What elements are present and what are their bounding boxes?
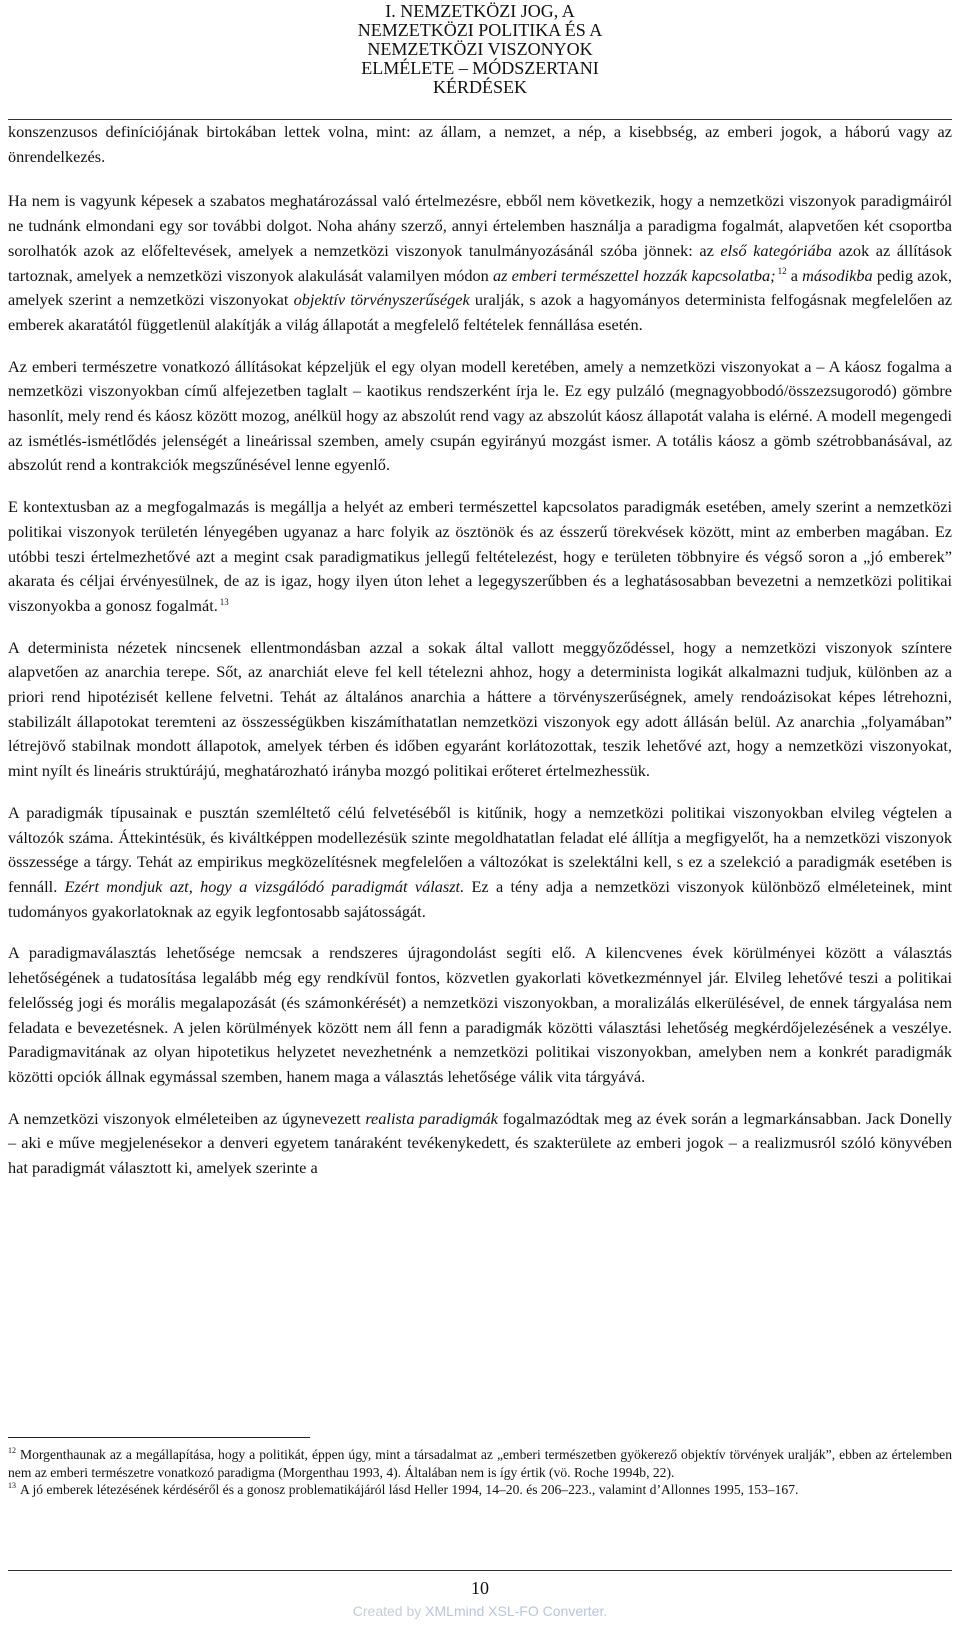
body-text: [8, 120, 952, 1198]
paragraph: [8, 1107, 952, 1181]
italic-text: objektív törvényszerűségek: [293, 290, 470, 310]
text-run: uralják, s azok a hagyományos determinista felfogásnak megfelelően az emberek akaratától függetlenül alakítják a világ állapotát a megfelelő feltételek fennállása esetén.: [8, 290, 953, 334]
footnote-number: 12: [8, 1446, 16, 1456]
italic-text: realista paradigmák: [365, 1108, 498, 1128]
credit-suffix: .: [603, 1603, 608, 1619]
footer-divider: [8, 1570, 952, 1571]
italic-text: az emberi természettel hozzák kapcsolatba;: [493, 265, 776, 285]
footnote: [8, 1446, 952, 1481]
paragraph: [8, 495, 952, 619]
converter-link[interactable]: XMLmind XSL-FO Converter: [425, 1603, 604, 1619]
italic-text: másodikba: [802, 265, 873, 285]
footnote-text: Morgenthaunak az a megállapítása, hogy a politikát, éppen úgy, mint a társadalmat az „emberi természetben gyökerező objektív törvények uralják”, ebben az értelemben nem az emberi természetre vonatkozó paradigma (Morgenthau 1993, 4). Általában nem is így értik (vö. Roche 1994b, 22).: [8, 1447, 952, 1480]
header-line: I. NEMZETKÖZI JOG, A: [385, 1, 575, 21]
footnote-text: A jó emberek létezésének kérdéséről és a gonosz problematikájáról lásd Heller 1994, 14–20. és 206–223., valamint d’Allonnes 1995, 153–167.: [20, 1482, 799, 1497]
text-run: Ez a tény adja a nemzetközi viszonyok különböző elméleteinek, mint tudományos gyakorlatoknak az egyik legfontosabb sajátosságát.: [8, 876, 952, 921]
text-run: azok az állítások tartoznak, amelyek a nemzetközi viszonyok alakulását valamilyen módon: [8, 240, 952, 285]
converter-credit: [0, 1603, 960, 1619]
text-run: a: [786, 265, 803, 285]
paragraph: [8, 801, 952, 925]
credit-prefix: Created by: [352, 1603, 426, 1619]
footnote: [8, 1481, 952, 1499]
text-run: Ha nem is vagyunk képesek a szabatos meghatározással való értelmezésre, ebből nem következik, hogy a nemzetközi viszonyok paradigmáiról ne tudnánk elmondani egy sor további dolgot. Noha ahány szerző, annyi értelemben használja a paradigma fogalmát, alapvetően két csoportba sorolhatók azok az előfeltevések, amelyek a nemzetközi viszonyok tanulmányozásánál szóba jönnek: az: [8, 191, 952, 260]
paragraph: A paradigmaválasztás lehetősége nemcsak a rendszeres újragondolást segíti elő. A kilencvenes évek körülményei között a választás lehetőségének a tudatosítása legalább még egy rendkívül fontos, közvetlen gyakorlati következménnyel jár. Elvileg lehetővé teszi a politikai felelősség jogi és morális megalapozását (és számonkérését) a nemzetközi viszonyokban, a moralizálás elkerülésével, de ennek tárgyalása nem feladata e bevezetésnek. A jelen körülmények között nem áll fenn a paradigmák közötti választási lehetőség megkérdőjelezésének a veszélye. Paradigmavitának az olyan hipotetikus helyzetet nevezhetnénk a nemzetközi politikai viszonyokban, amelyben nem a konkrét paradigmák közötti opciók állnak egymással szemben, hanem maga a választás lehetősége válik vita tárgyává.: [8, 943, 952, 1086]
header-line: ELMÉLETE – MÓDSZERTANI: [361, 58, 599, 78]
header-line: NEMZETKÖZI VISZONYOK: [367, 39, 593, 59]
footnote-reference[interactable]: 13: [219, 596, 229, 607]
text-run: A paradigmák típusainak e pusztán szemléltető célú felvetéséből is kitűnik, hogy a nemzetközi politikai viszonyokban elvileg végtelen a változók száma. Áttekintésük, és kiváltképpen modellezésük szinte megoldhatatlan feladat elé állítja a megfigyelőt, ha a nemzetközi viszonyok összessége a tárgy. Tehát az empirikus megközelítésnek megfelelően a változókat is szelektálni kell, s ez a szelekció a paradigmák esetében is fennáll.: [8, 802, 952, 896]
paragraph: Az emberi természetre vonatkozó állításokat képzeljük el egy olyan modell keretében, amely a nemzetközi viszonyokat a – A káosz fogalma a nemzetközi viszonyokban című alfejezetben taglalt – kaotikus rendszerként írja le. Ez egy pulzáló (megnagyobbodó/összezsugorodó) gömbre hasonlít, mely rend és káosz között mozog, anélkül hogy az abszolút rend vagy az abszolút káosz állapotát valaha is elérné. A modell megengedi az ismétlés-ismétlődés jelenségét a lineárissal szemben, amely csupán egyirányú mozgást ismer. A totális káosz a gömb szétrobbanásával, az abszolút rend a kontrakciók megszűnésével lenne egyenlő.: [8, 356, 952, 475]
page-number: 10: [471, 1578, 489, 1598]
italic-text: első kategóriába: [720, 240, 832, 260]
header-line: NEMZETKÖZI POLITIKA ÉS A: [357, 20, 603, 40]
text-run: fogalmazódtak meg az évek során a legmarkánsabban. Jack Donelly – aki e műve megjelenésekor a denveri egyetem tanáraként tevékenykedett, és szakterülete az emberi jogok – a realizmusról szóló könyvében hat paradigmát választott ki, amelyek szerinte a: [8, 1108, 953, 1178]
footnotes: [8, 1446, 952, 1499]
text-run: E kontextusban az a megfogalmazás is megállja a helyét az emberi természettel kapcsolatos paradigmák esetében, amely szerint a nemzetközi politikai viszonyok területén lényegében ugyanaz a harc folyik az ösztönök és az ésszerű törekvések között, mint az emberben magában. Ez utóbbi teszi értelmezhetővé azt a megint csak paradigmatikus jellegű feltételezést, hogy e területen többnyire és végső soron a „jó emberek” akarata és céljai érvényesülnek, de az is igaz, hogy ilyen úton lehet a legegyszerűbben és a leghatásosabban bevezetni a nemzetközi politikai viszonyokba a gonosz fogalmát.: [8, 497, 952, 615]
paragraph: [8, 189, 952, 337]
footnote-reference[interactable]: 12: [777, 266, 787, 277]
footnote-divider: [8, 1437, 310, 1438]
paragraph: konszenzusos definíciójának birtokában lettek volna, mint: az állam, a nemzet, a nép, a kisebbség, az emberi jogok, a háború vagy az önrendelkezés.: [8, 122, 952, 166]
header-line: KÉRDÉSEK: [433, 77, 527, 97]
paragraph: A determinista nézetek nincsenek ellentmondásban azzal a sokak által vallott meggyőződéssel, hogy a nemzetközi viszonyok színtere alapvetően az anarchia terepe. Sőt, az anarchiát eleve fel kell tételezni ahhoz, hogy a determinista logikát alkalmazni tudjuk, különben az a priori rend hipotézisét kellene felvetni. Tehát az általános anarchia a háttere a törvényszerűségnek, amely rendoázisokat képes létrehozni, stabilizált állapotokat teremteni az összességükben kiszámíthatatlan nemzetközi viszonyok egy adott állásán belül. Az anarchia „folyamában” létrejövő stabilnak mondott állapotok, amelyek térben és időben egyaránt korlátozottak, teszik lehetővé azt, hogy a nemzetközi viszonyokat, mint nyílt és lineáris struktúrájú, meghatározható irányba mozgó politikai erőteret értelmezhessük.: [8, 637, 952, 781]
text-run: pedig azok, amelyek szerint a nemzetközi viszonyokat: [8, 265, 953, 310]
footnote-number: 13: [8, 1481, 16, 1491]
running-header: [0, 2, 960, 97]
italic-text: Ezért mondjuk azt, hogy a vizsgálódó paradigmát választ.: [64, 876, 465, 896]
text-run: A nemzetközi viszonyok elméleteiben az úgynevezett: [8, 1108, 366, 1128]
